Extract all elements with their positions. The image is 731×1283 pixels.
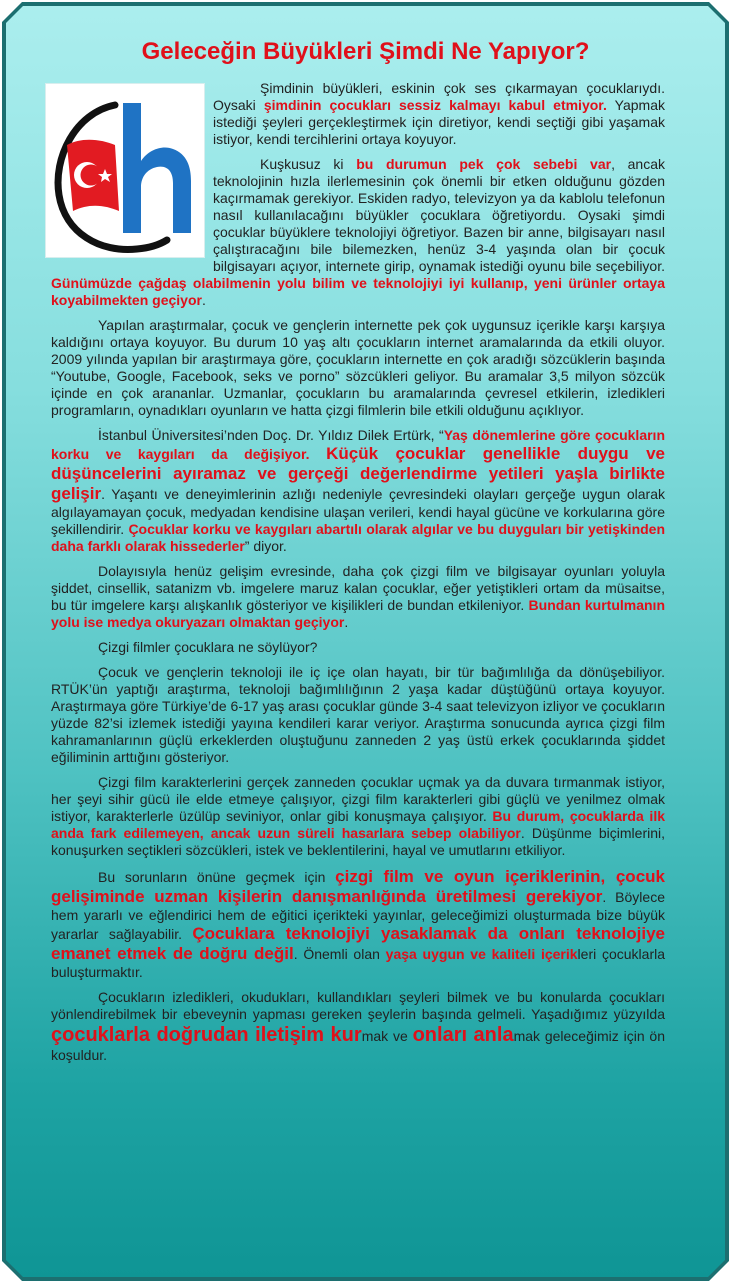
body-text: Kuşkusuz ki — [260, 156, 357, 172]
body-text: . Böylece hem yararlı ve eğlendirici hem de eğitici içerikteki yayınlar, geleceğimizi oluşturmada bize büyük yararlar sağlayabilir. — [51, 889, 665, 942]
body-text: Yapmak istediği şeyleri gerçekleştirmek için diretiyor, kendi seçtiği gibi yaşamak istiyor, kendi tercihlerini ortaya koyuyor. — [213, 97, 665, 147]
article-paragraph — [51, 867, 665, 981]
page-title: Geleceğin Büyükleri Şimdi Ne Yapıyor? — [141, 38, 590, 65]
highlighted-text: Küçük çocuklar genellikle duygu ve düşüncelerini ayıramaz ve gerçeği değerlendirme yetileri yaşla birlikte gelişir — [51, 444, 665, 503]
highlighted-text: Günümüzde çağdaş olabilmenin yolu bilim ve teknolojiyi iyi kullanıp, yeni ürünler ortaya koyabilmekten geçiyor — [51, 275, 665, 308]
body-text: mak ve — [361, 1028, 413, 1044]
body-text: Yapılan araştırmalar, çocuk ve gençlerin internette pek çok uygunsuz içerikle karşı karşıya kaldığını ortaya koyuyor. Bu durum 10 yaş altı çocukların internet aramalarında da etkili oluyor. 2009 yılında yapılan bir araştırmaya göre, çocukların internette en çok aradığı sözcüklerin başında “Youtube, Google, Facebook, seks ve porno” sözcükleri geliyor. Bu aramalar 3,5 milyon sözcük içinde en çok arananlar. Uzmanlar, çocukların bu aramalarında çevresel etkilerin, izledikleri programların, oynadıkları oyunların ve hatta çizgi filmlerin bile etkili olduğunu açıklıyor. — [51, 317, 665, 418]
article-paragraph — [51, 639, 665, 656]
highlighted-text: Bu durum, çocuklarda ilk anda fark edilemeyen, ancak uzun süreli hasarlara sebep olabiliyor — [51, 808, 665, 841]
highlighted-text: çizgi film ve oyun içeriklerinin, çocuk gelişiminde uzman kişilerin danışmanlığında üretilmesi gerekiyor — [51, 867, 665, 906]
highlighted-text: Çocuklara teknolojiyi yasaklamak da onları teknolojiye emanet etmek de doğru değil — [51, 924, 665, 963]
body-text: ” diyor. — [244, 538, 287, 554]
body-text: Çizgi filmler çocuklara ne söylüyor? — [98, 639, 318, 655]
body-text: . Önemli olan — [293, 946, 386, 962]
highlighted-text: bu durumun pek çok sebebi var — [356, 156, 612, 172]
body-text: Çocuk ve gençlerin teknoloji ile iç içe olan hayatı, bir tür bağımlılığa da dönüşebiliyor. RTÜK’ün yaptığı araştırma, teknoloji bağımlılığının 2 yaşa kadar düştüğünü ortaya koyuyor. Araştırmaya göre Türkiye’de 6-17 yaş arası çocuklar günde 3-4 saat televizyon izliyor ve çocukların yüzde 82’si izlemek istediği yayına kendileri karar veriyor. Araştırma sonucunda ayrıca çizgi film kahramanlarının güçlü erkeklerden oluştuğunu zanneden 2 yaş üstü erkek çocuklarında şiddet eğiliminin arttığını gösteriyor. — [51, 664, 665, 765]
body-text: Dolayısıyla henüz gelişim evresinde, daha çok çizgi film ve bilgisayar oyunları yoluyla şiddet, cinsellik, satanizm vb. imgelere maruz kalan çocuklar, eğer yetiştikleri ortam da müsaitse, bu tür imgelere karşı alışkanlık gösteriyor ve kişilikleri de bundan etkileniyor. — [51, 563, 665, 613]
highlighted-text: onları anla — [412, 1024, 514, 1046]
body-text: Çocukların izledikleri, okudukları, kullandıkları şeyleri bilmek ve bu konularda çocukları yönlendirebilmek bir ebeveynin yapması gereken şeylerin başında gelmeli. Yaşadığımız yüzyılda — [51, 989, 665, 1022]
body-text: mak geleceğimiz için ön koşuldur. — [51, 1028, 666, 1063]
article-paragraph — [51, 989, 665, 1064]
article-paragraph — [51, 427, 665, 555]
highlighted-text: çocuklarla doğrudan iletişim kur — [51, 1024, 362, 1046]
highlighted-text: Yaş dönemlerine göre çocukların korku ve kaygıları da değişiyor. — [51, 427, 665, 462]
body-text: . Yaşantı ve deneyimlerinin azlığı nedeniyle çevresindeki olayları gerçeğe uygun olarak algılayamayan çocuk, medyadan kendisine ulaşan verileri, kendi hayal gücüne ve korkularına göre şekillendirir. — [51, 486, 665, 537]
article-paragraph — [51, 774, 665, 859]
body-text: leri çocuklarla buluşturmaktır. — [51, 946, 665, 980]
article-body — [51, 80, 665, 1072]
article-paragraph — [51, 317, 665, 419]
highlighted-text: Bundan kurtulmanın yolu ise medya okuryazarı olmaktan geçiyor — [51, 597, 665, 630]
body-text: , ancak teknolojinin hızla ilerlemesinin çok önemli bir etken olduğunu gözden kaçırmamak gerekiyor. Eskiden radyo, televizyon ya da kablolu telefonun nasıl kullanılacağını büyükler çocuklara öğretiyordu. Oysaki şimdi çocuklar büyüklere teknolojiyi öğretiyor. Bazen bir anne, bilgisayarı nasıl çalıştıracağını bile bilemezken, henüz 3-4 yaşında olan bir çocuk bilgisayarı açıyor, internete girip, oynamak istediği oyunu bile seçebiliyor. — [213, 156, 666, 274]
body-text: . — [344, 614, 349, 630]
body-text: . Düşünme biçimlerini, konuşurken seçtikleri sözcükleri, istek ve beklentilerini, hayal ve umutlarını etkiliyor. — [51, 825, 665, 858]
article-paragraph — [51, 563, 665, 631]
body-text: Çizgi film karakterlerini gerçek zanneden çocuklar uçmak ya da duvara tırmanmak istiyor, her şeyi sihir gücü ile elde etmeye çalışıyor, çizgi film karakterleri gibi güçlü ve yenilmez olmak istiyor, karakterlerle üzülüp seviniyor, onlar gibi konuşmaya çalışıyor. — [51, 774, 665, 824]
body-text: Şimdinin büyükleri, eskinin çok ses çıkarmayan çocuklarıydı. Oysaki — [213, 80, 665, 113]
dh-logo — [45, 83, 205, 258]
body-text: . — [201, 292, 206, 308]
body-text: İstanbul Üniversitesi’nden Doç. Dr. Yıldız Dilek Ertürk, “ — [98, 427, 444, 443]
highlighted-text: Çocuklar korku ve kaygıları abartılı olarak algılar ve bu duyguları bir yetişkinden daha farklı olarak hissederler — [51, 521, 666, 554]
body-text: Bu sorunların önüne geçmek için — [98, 869, 336, 885]
article-paragraph — [51, 664, 665, 766]
highlighted-text: yaşa uygun ve kaliteli içerik — [385, 946, 578, 962]
highlighted-text: şimdinin çocukları sessiz kalmayı kabul etmiyor. — [263, 97, 607, 113]
